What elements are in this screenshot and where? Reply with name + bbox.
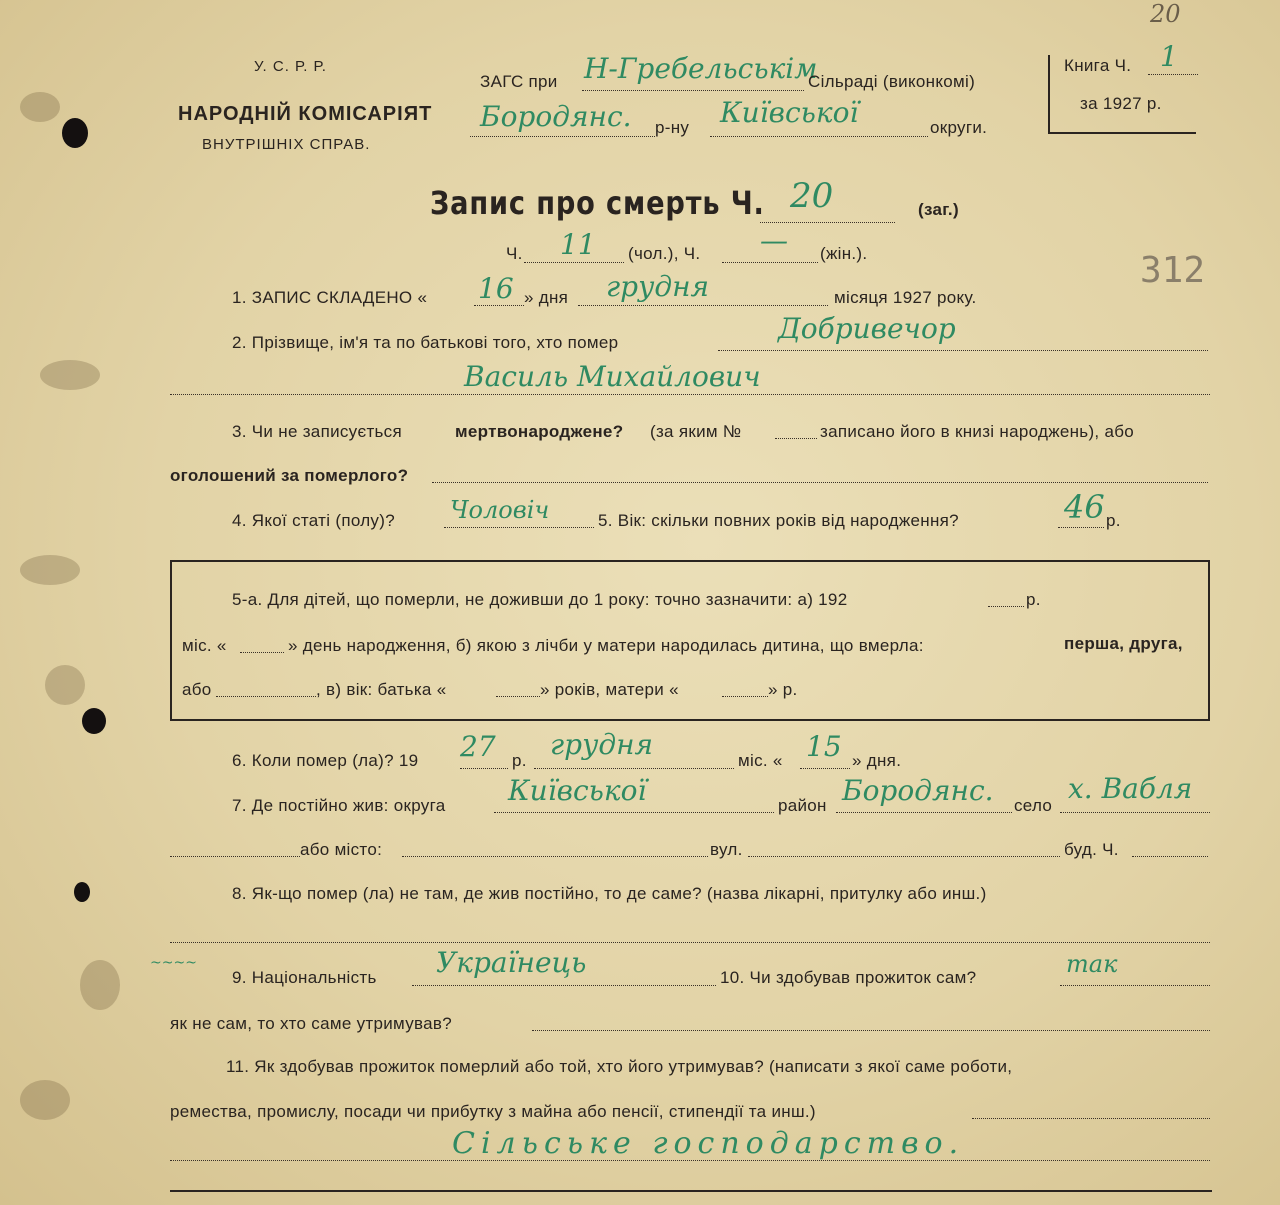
male-label: (чол.), Ч.: [628, 244, 701, 263]
field7-okruh: Київської: [508, 774, 647, 807]
record-number: 20: [790, 176, 834, 216]
paper-damage: [20, 555, 80, 585]
female-label: (жін.).: [820, 244, 868, 263]
field1-mid: » дня: [524, 288, 569, 307]
field6-day: 15: [806, 730, 842, 763]
zags-suffix: Сільраді (виконкомі): [808, 72, 976, 91]
paper-damage: [40, 360, 100, 390]
paper-damage: [20, 1080, 70, 1120]
record-title: Запис про смерть Ч.: [430, 184, 765, 222]
field3-text-a: 3. Чи не записується: [232, 422, 402, 441]
field5a-line1: 5-а. Для дітей, що померли, не доживши до 1 року: точно зазначити: а) 192: [232, 590, 848, 609]
field3-text-c: записано його в книзі народжень), або: [820, 422, 1135, 441]
binder-hole: [82, 708, 106, 734]
district-handwritten: Бородянс.: [480, 100, 632, 133]
field6-tail: » дня.: [852, 751, 902, 770]
field5-label: 5. Вік: скільки повних років від народження?: [598, 511, 959, 530]
field4-label: 4. Якої статі (полу)?: [232, 511, 395, 530]
field10-b: як не сам, то хто саме утримував?: [170, 1014, 452, 1033]
field7-selo: х. Вабля: [1068, 772, 1193, 805]
paper-damage: [20, 92, 60, 122]
binder-hole: [62, 118, 88, 148]
female-count: —: [760, 224, 788, 257]
field2-name: Василь Михайлович: [464, 360, 761, 393]
ussr-label: У. С. Р. Р.: [254, 58, 327, 75]
field5a-line3b: , в) вік: батька «: [316, 680, 447, 699]
internal-affairs-label: ВНУТРІШНІХ СПРАВ.: [202, 136, 371, 153]
field7-raion-label: район: [778, 796, 827, 815]
bottom-rule: [170, 1190, 1212, 1192]
field6-year: 27: [460, 730, 496, 763]
record-ch: Ч.: [506, 244, 523, 263]
field9-label: 9. Національність: [232, 968, 377, 987]
binder-hole: [74, 882, 90, 902]
field1-label: 1. ЗАПИС СКЛАДЕНО «: [232, 288, 428, 307]
margin-note: ~~~~: [150, 955, 197, 971]
field2-surname: Добривечор: [778, 312, 956, 345]
book-number: 1: [1160, 40, 1178, 73]
field1-month: грудня: [606, 270, 710, 303]
field9-value: Українець: [436, 946, 587, 979]
field6-label: 6. Коли помер (ла)? 19: [232, 751, 419, 770]
field7-raion: Бородянс.: [842, 774, 994, 807]
field5a-r: р.: [1026, 590, 1041, 609]
stamp-number: 312: [1140, 250, 1206, 291]
field10-value: так: [1066, 950, 1118, 978]
field2-label: 2. Прізвище, ім'я та по батькові того, хто помер: [232, 333, 619, 352]
field3-bold: мертвонароджене?: [455, 422, 624, 441]
book-box-bottom: [1048, 132, 1196, 134]
okruh-handwritten: Київської: [720, 96, 859, 129]
field7-label: 7. Де постійно жив: округа: [232, 796, 446, 815]
paper-damage: [80, 960, 120, 1010]
commissariat-title: НАРОДНІЙ КОМІСАРІЯТ: [178, 103, 433, 125]
field11-label: 11. Як здобував прожиток померлий або той, хто його утримував? (написати з якої саме роботи,: [226, 1057, 1013, 1076]
book-label: Книга Ч.: [1064, 56, 1132, 75]
field11-value: Сільське господарство.: [452, 1126, 965, 1161]
zags-handwritten: Н-Гребельськім: [584, 52, 818, 85]
field6-month: грудня: [550, 728, 654, 761]
zags-prefix: ЗАГС при: [480, 72, 558, 91]
field5a-line2c: перша, друга,: [1064, 634, 1183, 653]
field7-selo-label: село: [1014, 796, 1053, 815]
okruh-label: округи.: [930, 118, 988, 137]
field7-city: або місто:: [300, 840, 383, 859]
field5a-line3d: » р.: [768, 680, 798, 699]
field11-line2: ремества, промислу, посади чи прибутку з майна або пенсії, стипендії та инш.): [170, 1102, 816, 1121]
field5a-line3a: або: [182, 680, 212, 699]
field1-day: 16: [478, 272, 514, 305]
field7-bud: буд. Ч.: [1064, 840, 1119, 859]
field4-value: Чоловіч: [450, 496, 550, 524]
field3-bold2: оголошений за померлого?: [170, 466, 409, 485]
book-box-left: [1048, 55, 1050, 133]
paper-damage: [45, 665, 85, 705]
district-label: р-ну: [655, 118, 690, 137]
field5a-line2a: міс. «: [182, 636, 227, 655]
field5-value: 46: [1064, 488, 1105, 526]
field6-mis: міс. «: [738, 751, 783, 770]
field5a-line3c: » років, матери «: [540, 680, 679, 699]
field6-r: р.: [512, 751, 527, 770]
field7-street: вул.: [710, 840, 743, 859]
record-zag: (заг.): [918, 200, 959, 219]
field1-tail: місяця 1927 року.: [834, 288, 977, 307]
field8-label: 8. Як-що помер (ла) не там, де жив постійно, то де саме? (назва лікарні, притулку або инш.): [232, 884, 987, 903]
field5a-line2b: » день народження, б) якою з лічби у матери народилась дитина, що вмерла:: [288, 636, 924, 655]
field3-text-b: (за яким №: [650, 422, 742, 441]
field10-label: 10. Чи здобував прожиток сам?: [720, 968, 977, 987]
male-count: 11: [560, 228, 596, 261]
field5-tail: р.: [1106, 511, 1121, 530]
page-number-corner: 20: [1150, 0, 1181, 28]
book-year: за 1927 р.: [1080, 94, 1162, 113]
